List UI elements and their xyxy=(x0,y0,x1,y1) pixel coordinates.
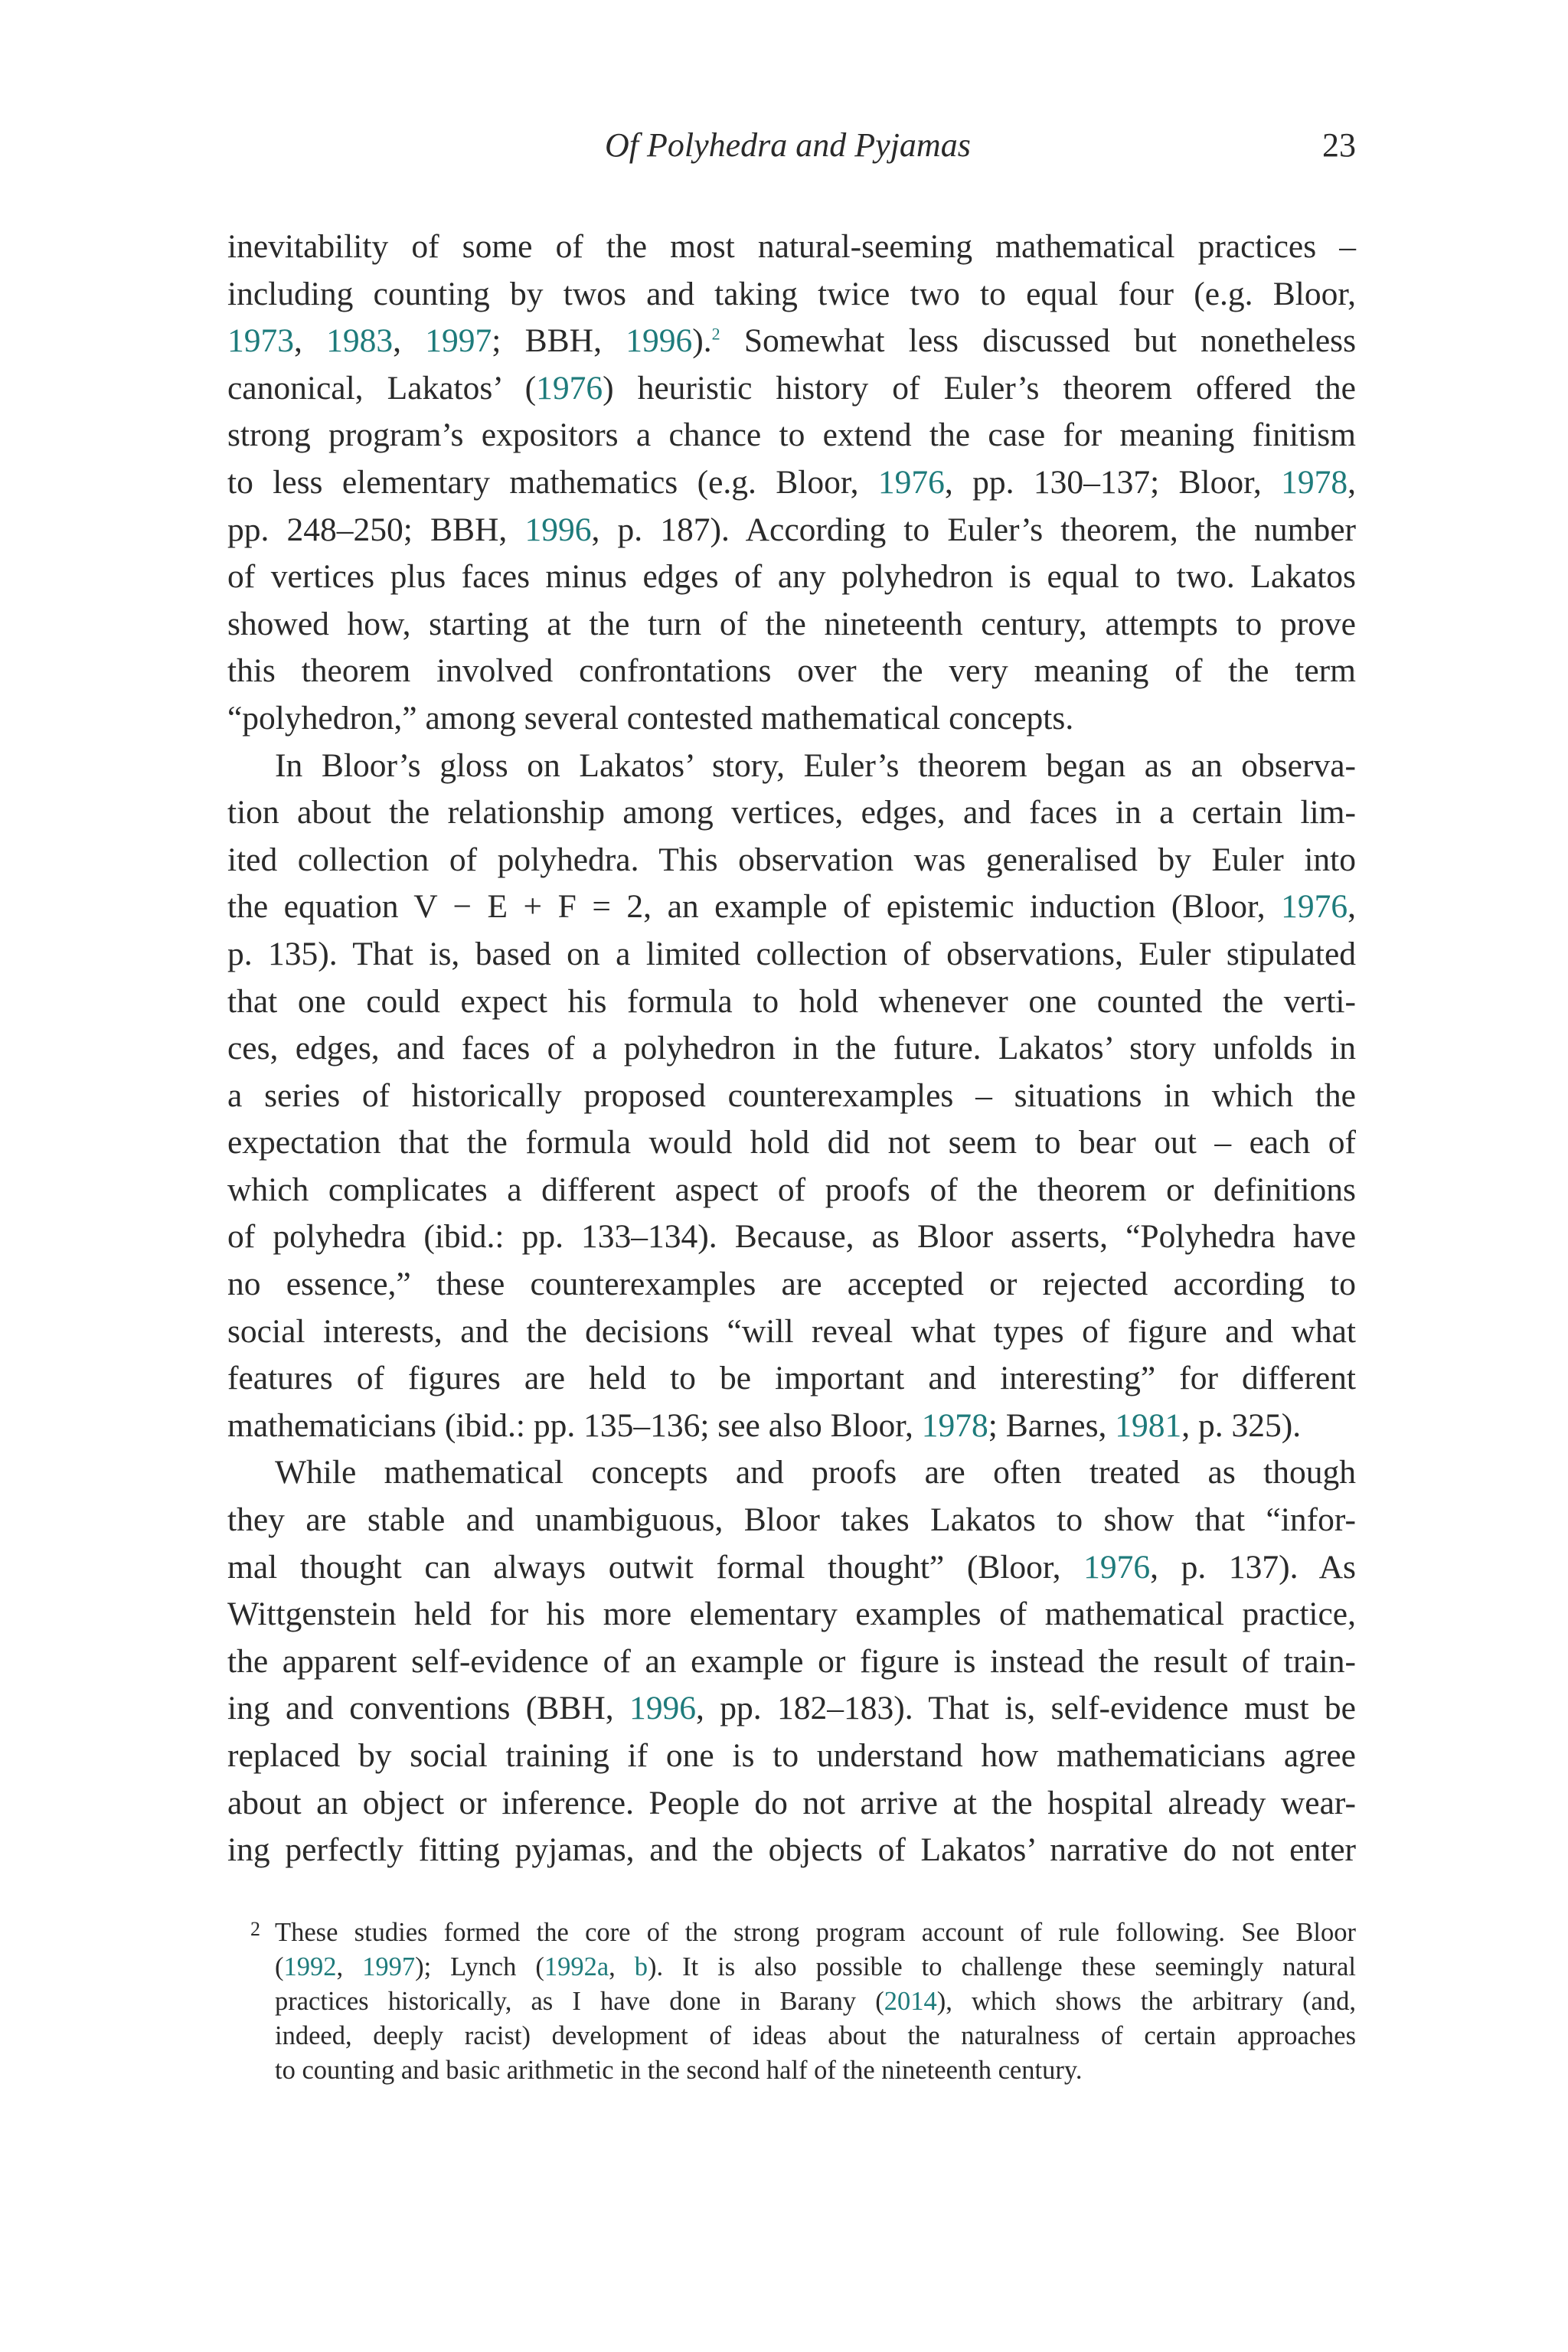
text-run: ), which shows the arbitrary (and, xyxy=(936,1987,1356,2016)
page-number: 23 xyxy=(1322,126,1356,164)
citation-link[interactable]: 1996 xyxy=(626,322,693,360)
text-line xyxy=(227,1403,1356,1450)
text-line xyxy=(227,1950,1356,1984)
text-run: inevitability of some of the most natural-seeming mathematical practices – xyxy=(227,228,1356,265)
body-text xyxy=(227,224,1356,1874)
text-run: , xyxy=(294,322,327,360)
text-run: indeed, deeply racist) development of ideas about the naturalness of certain approaches xyxy=(275,2021,1356,2050)
text-line xyxy=(227,978,1356,1026)
text-line xyxy=(227,1167,1356,1214)
text-line xyxy=(227,837,1356,884)
text-run: “polyhedron,” among several contested mathematical concepts. xyxy=(227,699,1074,737)
text-run: social interests, and the decisions “will reveal what types of figure and what xyxy=(227,1312,1356,1350)
text-run: expectation that the formula would hold did not seem to bear out – each of xyxy=(227,1124,1356,1161)
text-run: this theorem involved confrontations over the very meaning of the term xyxy=(227,652,1356,690)
citation-link[interactable]: 1996 xyxy=(629,1690,697,1727)
text-run: ited collection of polyhedra. This observation was generalised by Euler into xyxy=(227,841,1356,878)
text-run: , p. 325). xyxy=(1181,1406,1302,1444)
text-run: , xyxy=(1348,888,1356,926)
text-line xyxy=(227,554,1356,601)
citation-link[interactable]: 1978 xyxy=(921,1406,988,1444)
text-run: they are stable and unambiguous, Bloor takes Lakatos to show that “infor- xyxy=(227,1501,1356,1539)
text-line xyxy=(227,1916,1356,1950)
text-run: the equation V − E + F = 2, an example of epistemic induction (Bloor, xyxy=(227,888,1282,926)
citation-link[interactable]: b xyxy=(634,1952,648,1981)
footnote-mark: 2 xyxy=(250,1918,260,1940)
citation-link[interactable]: 1997 xyxy=(362,1952,416,1981)
citation-link[interactable]: 1992 xyxy=(283,1952,337,1981)
citation-link[interactable]: 1981 xyxy=(1115,1406,1182,1444)
citation-link[interactable]: 1983 xyxy=(326,322,394,360)
text-run: , xyxy=(609,1952,635,1981)
text-line xyxy=(227,365,1356,413)
text-line xyxy=(227,1733,1356,1780)
text-line xyxy=(227,1984,1356,2019)
text-line xyxy=(227,318,1356,365)
text-run: of vertices plus faces minus edges of any polyhedron is equal to two. Lakatos xyxy=(227,558,1356,596)
footnote-ref[interactable]: 2 xyxy=(711,324,720,344)
text-run: pp. 248–250; BBH, xyxy=(227,511,525,548)
text-run: features of figures are held to be important and interesting” for different xyxy=(227,1360,1356,1397)
text-run: , pp. 130–137; Bloor, xyxy=(944,463,1282,501)
citation-link[interactable]: 1976 xyxy=(1083,1548,1151,1586)
citation-link[interactable]: 1973 xyxy=(227,322,294,360)
footnotes xyxy=(227,1916,1356,2088)
citation-link[interactable]: 1976 xyxy=(877,463,945,501)
text-line xyxy=(227,931,1356,978)
citation-link[interactable]: 1976 xyxy=(1281,888,1348,926)
text-line xyxy=(227,2019,1356,2053)
text-run: a series of historically proposed counterexamples – situations in which the xyxy=(227,1076,1356,1114)
text-run: , xyxy=(336,1952,363,1981)
text-run: including counting by twos and taking twice two to equal four (e.g. Bloor, xyxy=(227,275,1356,312)
citation-link[interactable]: 2014 xyxy=(884,1987,937,2016)
text-line xyxy=(227,1119,1356,1167)
text-line xyxy=(227,1780,1356,1828)
text-run: While mathematical concepts and proofs are often treated as though xyxy=(275,1454,1356,1491)
text-run: , xyxy=(1348,463,1356,501)
text-run: , p. 137). As xyxy=(1150,1548,1356,1586)
text-run: , pp. 182–183). That is, self-evidence must be xyxy=(696,1690,1356,1727)
text-run: ). It is also possible to challenge these seemingly natural xyxy=(648,1952,1357,1981)
running-head xyxy=(0,122,1568,168)
text-line xyxy=(227,1025,1356,1073)
text-run: canonical, Lakatos’ ( xyxy=(227,369,537,407)
text-run: the apparent self-evidence of an example or figure is instead the result of train- xyxy=(227,1642,1356,1680)
text-run: , p. 187). According to Euler’s theorem, the number xyxy=(591,511,1356,548)
text-run: ; Barnes, xyxy=(988,1406,1116,1444)
text-line xyxy=(227,1355,1356,1403)
text-run: to counting and basic arithmetic in the second half of the nineteenth century. xyxy=(275,2056,1083,2085)
text-run: strong program’s expositors a chance to extend the case for meaning finitism xyxy=(227,416,1356,454)
text-line xyxy=(227,648,1356,695)
text-run: ces, edges, and faces of a polyhedron in the future. Lakatos’ story unfolds in xyxy=(227,1030,1356,1067)
text-line xyxy=(227,507,1356,554)
citation-link[interactable]: 1997 xyxy=(425,322,492,360)
text-run: ). xyxy=(692,322,712,360)
text-run: which complicates a different aspect of proofs of the theorem or definitions xyxy=(227,1171,1356,1208)
text-line xyxy=(227,1073,1356,1120)
text-run: ing perfectly fitting pyjamas, and the objects of Lakatos’ narrative do not enter xyxy=(227,1831,1356,1869)
text-run: ( xyxy=(275,1952,284,1981)
text-line xyxy=(227,1827,1356,1874)
text-line xyxy=(227,1449,1356,1497)
text-run: ); Lynch ( xyxy=(415,1952,544,1981)
text-run: of polyhedra (ibid.: pp. 133–134). Because, as Bloor asserts, “Polyhedra have xyxy=(227,1218,1356,1256)
text-run: about an object or inference. People do not arrive at the hospital already wear- xyxy=(227,1784,1356,1821)
text-run: , xyxy=(393,322,426,360)
text-run: no essence,” these counterexamples are accepted or rejected according to xyxy=(227,1266,1356,1303)
text-line xyxy=(227,1591,1356,1638)
text-line xyxy=(227,1544,1356,1592)
text-line xyxy=(227,1497,1356,1544)
text-run: replaced by social training if one is to understand how mathematicians agree xyxy=(227,1737,1356,1774)
text-run: tion about the relationship among vertices, edges, and faces in a certain lim- xyxy=(227,794,1356,831)
text-run: Wittgenstein held for his more elementary examples of mathematical practice, xyxy=(227,1596,1356,1633)
text-run: These studies formed the core of the strong program account of rule following. See Bloor xyxy=(275,1918,1356,1947)
citation-link[interactable]: 1976 xyxy=(536,369,603,407)
text-line xyxy=(227,459,1356,507)
text-line xyxy=(227,412,1356,459)
text-line xyxy=(227,789,1356,837)
text-line xyxy=(227,1685,1356,1733)
text-line xyxy=(227,224,1356,271)
text-line xyxy=(227,743,1356,790)
text-run: mathematicians (ibid.: pp. 135–136; see also Bloor, xyxy=(227,1406,922,1444)
text-run: practices historically, as I have done in Barany ( xyxy=(275,1987,884,2016)
text-run: In Bloor’s gloss on Lakatos’ story, Euler’s theorem began as an observa- xyxy=(275,746,1356,784)
text-line xyxy=(227,1308,1356,1356)
text-run: that one could expect his formula to hold whenever one counted the verti- xyxy=(227,982,1356,1020)
citation-link[interactable]: 1996 xyxy=(524,511,592,548)
text-run: p. 135). That is, based on a limited collection of observations, Euler stipulated xyxy=(227,935,1356,972)
text-line xyxy=(227,271,1356,318)
text-run: ing and conventions (BBH, xyxy=(227,1690,630,1727)
text-run: ) heuristic history of Euler’s theorem offered the xyxy=(603,369,1356,407)
text-line xyxy=(227,695,1356,743)
text-run: Somewhat less discussed but nonetheless xyxy=(720,322,1357,360)
running-title: Of Polyhedra and Pyjamas xyxy=(605,126,971,164)
text-run: showed how, starting at the turn of the nineteenth century, attempts to prove xyxy=(227,605,1356,642)
text-line xyxy=(227,601,1356,648)
text-line xyxy=(227,1261,1356,1308)
text-run: mal thought can always outwit formal thought” (Bloor, xyxy=(227,1548,1084,1586)
text-line xyxy=(227,1214,1356,1261)
text-line xyxy=(227,2053,1356,2088)
footnote-text xyxy=(227,1916,1356,2088)
text-line xyxy=(227,1638,1356,1686)
text-run: to less elementary mathematics (e.g. Bloor, xyxy=(227,463,878,501)
text-line xyxy=(227,884,1356,931)
text-run: ; BBH, xyxy=(492,322,626,360)
citation-link[interactable]: 1992a xyxy=(544,1952,609,1981)
citation-link[interactable]: 1978 xyxy=(1281,463,1348,501)
